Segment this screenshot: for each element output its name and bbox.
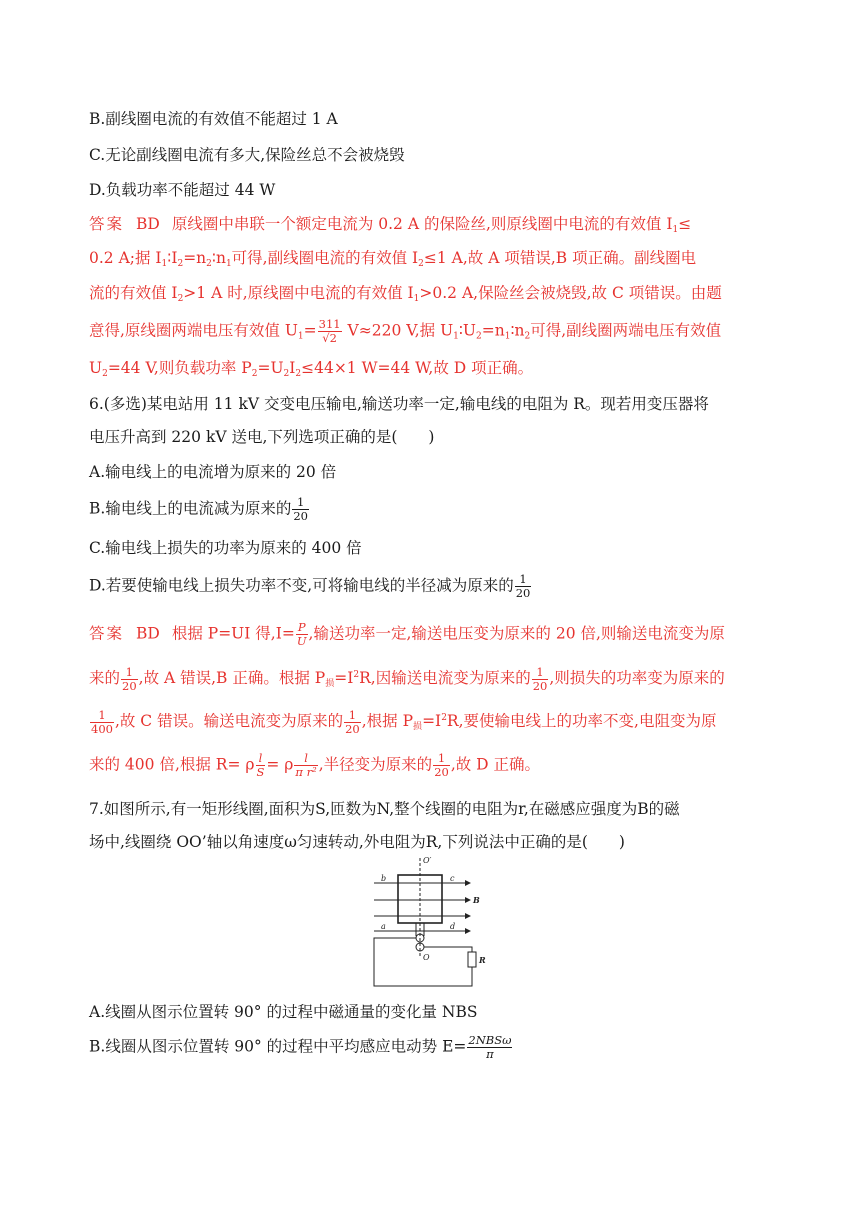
fraction: $\frac{l}{S}$ (256, 751, 265, 779)
q5-answer-line-1: 答案 BD 原线圈中串联一个额定电流为 0.2 A 的保险丝,则原线圈中电流的有效值 $I_1\le$ (89, 215, 692, 235)
label-o: O (423, 953, 430, 962)
fraction: $\frac{1}{400}$ (91, 707, 113, 736)
label-R: R (479, 955, 486, 965)
answer-choice: BD (136, 624, 160, 643)
q6-answer-line-3: $\frac{1}{400}$ ,故 C 错误。输送电流变为原来的 $\frac{1}{20}$ ,根据 $P_损=I^2R$,要使输电线上的功率不变,电阻变为原 (91, 707, 717, 736)
label-B: B (473, 895, 480, 905)
label-o-prime: O′ (423, 856, 432, 865)
fraction: $\frac{1}{20}$ (434, 751, 449, 779)
q5-option-d: D.负载功率不能超过 44 W (89, 181, 276, 199)
q6-answer-line-2: 来的 $\frac{1}{20}$ ,故 A 错误,B 正确。根据 $P_损=I^2R$,因输送电流变为原来的 $\frac{1}{20}$ ,则损失的功率变为原来的 (89, 664, 725, 693)
fraction: $\frac{1}{20}$ (293, 495, 308, 523)
q7-option-a: A.线圈从图示位置转 90° 的过程中磁通量的变化量 NBS (89, 1003, 478, 1021)
resistor (468, 952, 476, 967)
fraction: $\frac{1}{20}$ (532, 664, 548, 693)
fraction: $\frac{1}{20}$ (122, 664, 137, 693)
q6-option-b: B.输电线上的电流减为原来的 $\frac{1}{20}$ (89, 495, 308, 523)
fraction: $\frac{P}{U}$ (296, 620, 307, 648)
circuit-wire (424, 947, 472, 952)
fraction: $\frac{l}{\text{π r²}}$ (295, 751, 317, 779)
fraction: $\frac{1}{20}$ (515, 572, 531, 600)
q7-stem-line-2: 场中,线圈绕 OO’轴以角速度ω匀速转动,外电阻为R,下列说法中正确的是( ) (89, 833, 625, 851)
q5-answer-line-2: 0.2 A;据 $I_1∶I_2=n_2∶n_1$可得,副线圈电流的有效值 $I_2\le 1$ A,故 A 项错误,B 项正确。副线圈电 (89, 249, 697, 269)
label-b: b (381, 874, 387, 883)
q5-option-c: C.无论副线圈电流有多大,保险丝总不会被烧毁 (89, 146, 405, 164)
label-c: c (450, 874, 455, 883)
circuit-wire (374, 938, 472, 986)
q7-option-b: B.线圈从图示位置转 90° 的过程中平均感应电动势 E= $\frac{\text{2NBSω}}{\pi}$ (89, 1033, 512, 1061)
q5-answer-line-4: 意得,原线圈两端电压有效值 $U_1=$ $\frac{311}{√2}$ V≈220 V,据 $U_1∶U_2=n_1∶n_2$可得,副线圈两端电压有效值 (89, 317, 722, 345)
fraction: $\frac{1}{20}$ (345, 707, 360, 736)
q5-answer-line-5: $U_2=44$ V,则负载功率 $P_2=U_2I_2\le 44\times 1$ W=44 W,故 D 项正确。 (89, 359, 534, 379)
answer-label: 答案 (89, 624, 125, 643)
fraction: $\frac{\text{2NBSω}}{\pi}$ (468, 1033, 512, 1061)
q6-stem-line-1: 6.(多选)某电站用 11 kV 交变电压输电,输送功率一定,输电线的电阻为 R。现若用变压器将 (89, 395, 709, 413)
label-a: a (381, 922, 386, 931)
q6-answer-line-4: 来的 400 倍,根据 R= ρ $\frac{l}{S}$ = ρ $\frac{l}{\text{π r²}}$ ,半径变为原来的 $\frac{1}{20}$ ,故 D 正确。 (89, 751, 541, 779)
coil-in-magnetic-field-figure (370, 852, 510, 990)
q6-option-d: D.若要使输电线上损失功率不变,可将输电线的半径减为原来的 $\frac{1}{20}$ (89, 572, 531, 600)
q5-answer-line-3: 流的有效值 $I_2>1$ A 时,原线圈中电流的有效值 $I_1>0.2$ A,保险丝会被烧毁,故 C 项错误。由题 (89, 284, 722, 304)
answer-choice: BD (136, 215, 160, 233)
q6-option-a: A.输电线上的电流增为原来的 20 倍 (89, 463, 337, 481)
answer-label: 答案 (89, 215, 125, 233)
q7-stem-line-1: 7.如图所示,有一矩形线圈,面积为S,匝数为N,整个线圈的电阻为r,在磁感应强度为B的磁 (89, 800, 680, 818)
label-d: d (450, 922, 456, 931)
fraction: $\frac{311}{√2}$ (318, 317, 341, 345)
q6-answer-line-1: 答案 BD 根据 P=UI 得,I= $\frac{P}{U}$ ,输送功率一定,输送电压变为原来的 20 倍,则输送电流变为原 (89, 620, 725, 648)
q6-stem-line-2: 电压升高到 220 kV 送电,下列选项正确的是( ) (89, 428, 435, 446)
q6-option-c: C.输电线上损失的功率为原来的 400 倍 (89, 539, 362, 557)
q5-option-b: B.副线圈电流的有效值不能超过 1 A (89, 110, 338, 128)
